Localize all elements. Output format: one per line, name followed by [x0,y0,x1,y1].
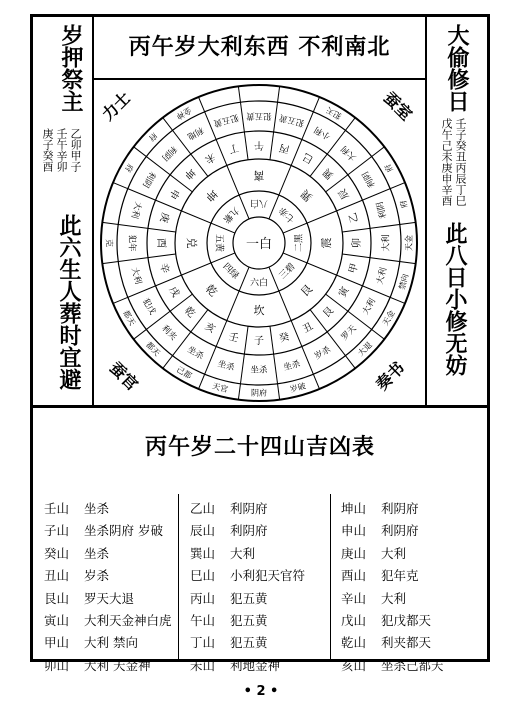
verdict-ring-label: 利地 [185,123,206,142]
verdict-ring-label: 坐杀 [250,365,268,376]
verdict-ring-label-outer: 岁破 [288,381,307,395]
verdict-ring-label-outer: 府 [383,162,395,174]
verdict-ring-label-outer: 犯天 [324,105,344,121]
table-row [44,655,172,677]
trigram-label: 乾 [202,282,220,300]
verdict-ring-label: 大利 [128,266,143,286]
spoke-line [102,222,175,232]
verdict-text: 利夹都天 [381,635,432,651]
verdict-text: 利地金神 [230,657,281,673]
column-separator [330,494,331,660]
mountain-label: 巳山 [190,568,216,584]
mountain-ring-label: 甲 [347,262,361,275]
mountain-label: 巽山 [190,545,216,561]
verdict-ring-label-outer: 府 [398,199,410,210]
verdict-ring-label-outer: 天金 [381,308,397,328]
verdict-ring-label: 犯五黄 [246,110,272,121]
verdict-ring-label: 坐杀 [185,344,206,363]
mountain-label: 申山 [341,523,367,539]
mountain-ring-label: 坤 [181,165,197,181]
mountain-label: 艮山 [44,590,70,606]
verdict-ring-label-outer: 府 [146,130,159,143]
verdict-ring-label: 大利 [128,200,143,220]
corner-label: 奏书 [372,358,409,395]
verdict-text: 大利 禁向 [84,635,138,651]
verdict-text: 利阴府 [381,523,419,539]
verdict-ring-label: 大利 [360,296,379,317]
mountain-label: 辰山 [190,523,216,539]
mountain-label: 未山 [190,657,216,673]
verdict-text: 犯年克 [381,568,419,584]
page-number: • 2 • [243,684,279,699]
mountain-ring-label: 亥 [202,321,217,336]
trigram-label: 震 [320,237,333,249]
verdict-text: 大利天金神白虎 [84,613,172,629]
verdict-text: 利阴府 [230,523,268,539]
table-row [341,498,444,520]
verdict-ring-label: 利阴 [360,169,379,190]
mountain-label: 辛山 [341,590,367,606]
table-row [190,543,305,565]
mountain-label: 卯山 [44,657,70,673]
verdict-ring-label: 大利 [375,266,390,286]
table-column-2 [190,498,305,677]
table-row [190,565,305,587]
verdict-text: 利阴府 [381,501,419,516]
left-panel-heading: 岁押祭主 [58,24,83,112]
table-row [44,565,172,587]
verdict-text: 坐杀己都天 [381,657,444,673]
trigram-label: 离 [253,169,265,182]
mountain-label: 丁山 [190,635,216,651]
verdict-ring-label: 犯五黄 [212,111,240,128]
spoke-line [270,86,280,159]
nine-palace-label: 二黑 [294,233,305,253]
mountain-ring-label: 艮 [321,305,337,321]
table-row [44,543,172,565]
verdict-ring-label-outer: 禁向 [397,272,411,291]
mountain-ring-label: 辰 [337,186,352,201]
trigram-label: 坤 [202,186,220,204]
nine-palace-label: 三碧 [277,261,298,282]
table-row [190,655,305,677]
verdict-ring-label-outer: 阴府 [251,388,267,398]
verdict-text: 岁杀 [84,568,110,584]
verdict-ring-label: 罗天 [339,323,359,343]
table-row [341,520,444,542]
verdict-ring-label: 大利 [381,234,392,252]
verdict-ring-label-outer: 都天 [121,308,137,328]
verdict-text: 大利 [381,590,407,606]
mountain-label: 子山 [44,523,70,539]
verdict-ring-label: 犯五黄 [278,111,306,128]
table-row [190,498,305,520]
table-row [341,632,444,654]
verdict-ring-label-outer: 天金 [404,235,414,251]
mountain-label: 庚山 [341,545,367,561]
table-row [341,610,444,632]
mountain-ring-label: 巽 [321,165,337,181]
nine-palace-label: 八白 [249,197,269,208]
verdict-ring-label: 利阴 [139,169,158,190]
right-panel-border [425,14,427,405]
bagua-wheel-diagram [94,80,425,405]
right-panel-subtext: 壬子癸丑丙辰丁巳 戊午己未庚申辛酉 [440,118,467,206]
table-row [44,588,172,610]
mountain-ring-label: 癸 [278,331,291,345]
verdict-text: 坐杀阴府 岁破 [84,523,163,539]
verdict-ring-label: 犯戊 [139,296,158,317]
table-row [44,520,172,542]
mountain-label: 乾山 [341,635,367,651]
verdict-text: 罗天大退 [84,590,135,606]
table-row [44,632,172,654]
spoke-line [342,254,415,264]
mountain-ring-label: 乙 [347,211,361,224]
verdict-ring-label: 坐杀 [216,359,236,374]
table-row [190,520,305,542]
section-divider [30,405,490,408]
verdict-text: 犯五黄 [230,590,268,606]
table-row [190,632,305,654]
mountain-label: 癸山 [44,545,70,561]
corner-label: 力士 [98,88,135,125]
mountain-ring-label: 巳 [301,150,316,165]
mountain-label: 丑山 [44,568,70,584]
verdict-ring-label-outer: 克 [104,239,114,247]
mountain-ring-label: 庚 [157,211,171,224]
table-row [341,565,444,587]
verdict-ring-label: 大利 [339,143,359,163]
verdict-ring-label: 坐杀 [282,359,302,374]
verdict-ring-label-outer: 己都 [174,365,194,381]
verdict-ring-label: 犯年 [126,234,137,252]
spoke-line [238,326,248,399]
trigram-label: 坎 [253,304,265,317]
verdict-text: 犯五黄 [230,635,268,651]
mountain-label: 甲山 [44,635,70,651]
table-row [341,655,444,677]
table-row [341,543,444,565]
table-column-3 [341,498,444,677]
verdict-text: 利阴府 [230,501,268,516]
table-column-1 [44,498,172,677]
mountain-label: 寅山 [44,613,70,629]
trigram-label: 兑 [185,237,198,249]
left-panel-subtext: 乙卯甲子 壬午辛卯 庚子癸酉 [41,128,82,172]
trigram-label: 艮 [298,282,316,300]
mountain-ring-label: 申 [166,186,181,201]
table-title: 丙午岁二十四山吉凶表 [144,435,375,460]
mountain-ring-label: 丙 [278,141,291,155]
mountain-ring-label: 丁 [227,141,240,155]
page-title: 丙午岁大利东西 不利南北 [128,35,391,60]
mountain-label: 亥山 [341,657,367,673]
verdict-ring-label: 岁杀 [312,344,333,363]
verdict-text: 大利 [381,545,407,561]
verdict-text: 犯戊都天 [381,613,432,629]
right-panel-heading: 大偷修日 [444,24,469,112]
mountain-ring-label: 子 [254,336,264,347]
mountain-ring-label: 丑 [301,321,316,336]
nine-palace-label: 五黄 [213,233,224,253]
mountain-label: 乙山 [190,501,216,516]
nine-palace-label: 四绿 [220,261,241,282]
trigram-label: 巽 [298,186,316,204]
mountain-label: 戊山 [341,613,367,629]
table-row [341,588,444,610]
verdict-text: 犯五黄 [230,613,268,629]
mountain-ring-label: 乾 [181,305,197,321]
nine-palace-label: 七赤 [277,204,298,225]
verdict-ring-label-outer: 金神 [174,105,194,121]
mountain-ring-label: 未 [202,150,217,165]
mountain-label: 壬山 [44,501,70,516]
verdict-ring-label-outer: 大退 [356,340,374,358]
table-row [190,610,305,632]
verdict-ring-label-outer: 府 [123,162,135,174]
mountain-ring-label: 辛 [157,262,171,275]
mountain-label: 酉山 [341,568,367,584]
verdict-text: 大利 [230,545,256,561]
right-panel-footer: 此八日小修无妨 [442,222,467,376]
mountain-label: 午山 [190,613,216,629]
verdict-ring-label: 利阴 [375,200,390,220]
verdict-text: 小利犯天官符 [230,568,306,584]
mountain-ring-label: 戌 [166,285,181,300]
verdict-ring-label-outer: 都天 [144,340,162,358]
verdict-text: 坐杀 [84,501,110,516]
corner-label: 蚕官 [105,358,142,395]
nine-palace-label: 九紫 [220,204,241,225]
nine-palace-label: 六白 [249,278,269,289]
mountain-label: 丙山 [190,590,216,606]
verdict-text: 大利 天金神 [84,657,151,673]
verdict-ring-label: 利阴 [159,143,179,163]
verdict-ring-label: 利夹 [159,323,179,343]
verdict-ring-label-outer: 天官 [211,381,230,395]
mountain-ring-label: 午 [254,139,264,150]
mountain-ring-label: 寅 [337,285,352,300]
corner-label: 蚕室 [379,88,416,125]
column-separator [178,494,179,660]
table-row [44,610,172,632]
mountain-ring-label: 酉 [155,238,166,248]
center-label: 一白 [245,237,273,252]
verdict-text: 坐杀 [84,545,110,561]
verdict-ring-label: 小利 [312,123,333,142]
table-row [190,588,305,610]
mountain-ring-label: 卯 [352,238,363,248]
mountain-label: 坤山 [341,501,367,516]
table-row [44,498,172,520]
left-panel-footer: 此六生人葬时宜避 [56,214,81,390]
mountain-ring-label: 壬 [227,331,240,345]
